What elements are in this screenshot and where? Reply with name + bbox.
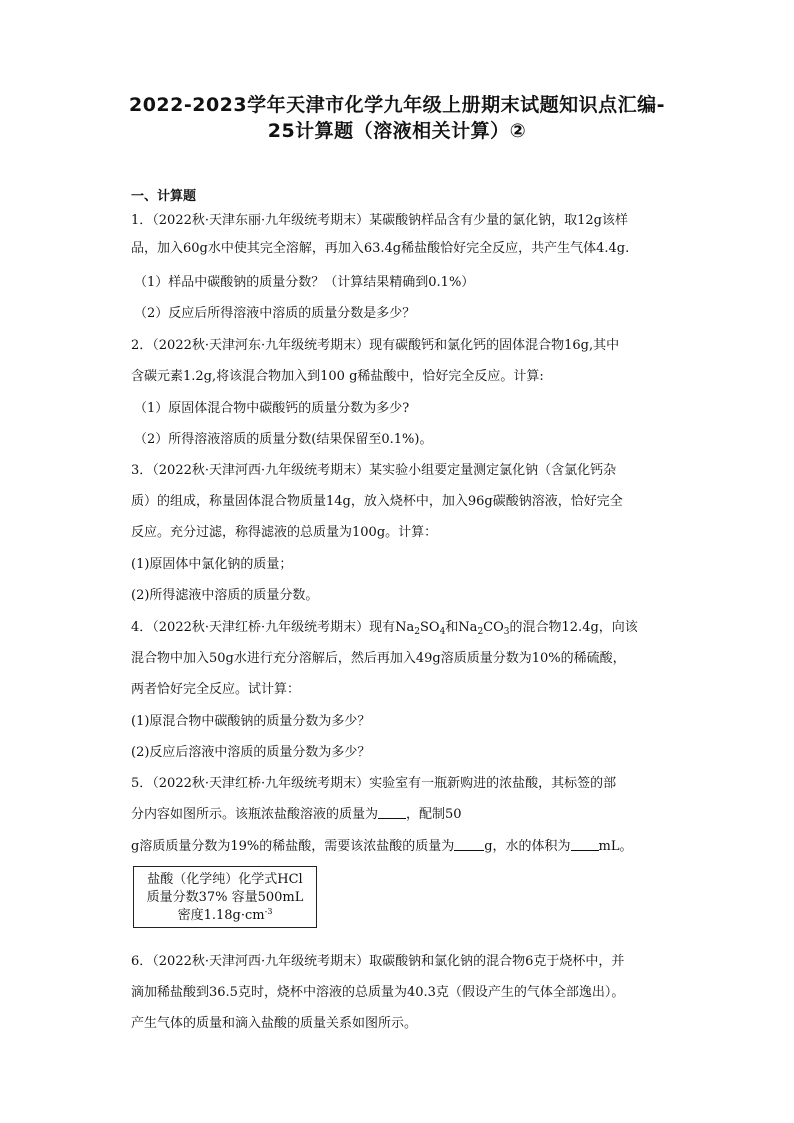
- q1-subquestion-1: （1）样品中碳酸钠的质量分数？（计算结果精确到0.1%）: [134, 275, 475, 290]
- q4-subscript-4: 3: [503, 627, 510, 637]
- q4-line-1-text-d: CO: [483, 620, 504, 635]
- q2-subquestion-1: （1）原固体混合物中碳酸钙的质量分数为多少?: [134, 401, 410, 416]
- reagent-label-row-1: 盐酸（化学纯）化学式HCl: [147, 872, 303, 887]
- q1-subquestion-2: （2）反应后所得溶液中溶质的质量分数是多少？: [134, 306, 416, 321]
- q4-line-3: 两者恰好完全反应。试计算：: [131, 682, 301, 697]
- reagent-label-row-3: [134, 907, 316, 925]
- q4-subscript-2: 4: [439, 627, 446, 637]
- reagent-label-row-2: 质量分数37% 容量500mL: [146, 890, 304, 905]
- q5-line-3-text-c: mL。: [598, 839, 633, 854]
- section-heading: 一、计算题: [131, 189, 197, 204]
- q2-line-2: 含碳元素1.2g,将该混合物加入到100 g稀盐酸中，恰好完全反应。计算:: [131, 369, 544, 384]
- q6-line-2: 滴加稀盐酸到36.5克时，烧杯中溶液的总质量为40.3克（假设产生的气体全部逸出）。: [131, 985, 625, 1000]
- q3-line-1: 3．（2022秋·天津河西·九年级统考期末）某实验小组要定量测定氯化钠（含氯化钙杂: [131, 463, 617, 478]
- q2-line-1: 2．（2022秋·天津河东·九年级统考期末）现有碳酸钙和氯化钙的固体混合物16g,其中: [131, 338, 620, 353]
- q1-line-1: 1．（2022秋·天津东丽·九年级统考期末）某碳酸钠样品含有少量的氯化钠，取12g该样: [131, 213, 628, 228]
- q5-answer-blank-3[interactable]: [571, 838, 599, 851]
- q5-line-3: [131, 838, 633, 856]
- q5-answer-blank-2[interactable]: [454, 838, 484, 851]
- q4-line-2: 混合物中加入50g水进行充分溶解后，然后再加入49g溶质质量分数为10%的稀硫酸，: [131, 651, 626, 666]
- reagent-label-density: 密度1.18g·cm: [177, 908, 265, 923]
- q3-line-3: 反应。充分过滤，称得滤液的总质量为100g。计算：: [131, 525, 438, 540]
- q5-answer-blank-1[interactable]: [378, 806, 406, 819]
- q5-line-1: 5．（2022秋·天津红桥·九年级统考期末）实验室有一瓶新购进的浓盐酸，其标签的部: [131, 776, 617, 791]
- q3-line-2: 质）的组成，称量固体混合物质量14g，放入烧杯中，加入96g碳酸钠溶液，恰好完全: [131, 494, 623, 509]
- document-title-line-2: 25计算题（溶液相关计算）②: [267, 120, 527, 142]
- q6-line-1: 6．（2022秋·天津河西·九年级统考期末）取碳酸钠和氯化钠的混合物6克于烧杯中，并: [131, 954, 625, 969]
- q5-line-2-text-b: ，配制50: [406, 807, 462, 822]
- q4-subscript-1: 2: [414, 627, 420, 637]
- q1-line-2: 品，加入60g水中使其完全溶解，再加入63.4g稀盐酸恰好完全反应，共产生气体4.4g.: [131, 241, 630, 256]
- q2-subquestion-2: （2）所得溶液溶质的质量分数(结果保留至0.1%)。: [134, 432, 433, 447]
- q4-line-1: [131, 619, 638, 637]
- q3-subquestion-2: (2)所得滤液中溶质的质量分数。: [131, 588, 319, 603]
- q4-line-1-text-e: 的混合物12.4g，向该: [509, 620, 638, 635]
- q5-line-3-text-a: g溶质质量分数为19%的稀盐酸，需要该浓盐酸的质量为: [131, 839, 455, 854]
- q4-line-1-text-b: SO: [419, 620, 440, 635]
- reagent-label-box: [133, 866, 317, 928]
- reagent-label-density-exponent: -3: [264, 907, 273, 916]
- q5-line-2-text-a: 分内容如图所示。该瓶浓盐酸溶液的质量为: [131, 807, 379, 822]
- q6-line-3: 产生气体的质量和滴入盐酸的质量关系如图所示。: [131, 1016, 418, 1031]
- q4-subscript-3: 2: [477, 627, 484, 637]
- q3-subquestion-1: (1)原固体中氯化钠的质量；: [131, 557, 293, 572]
- document-title-line-1: 2022-2023学年天津市化学九年级上册期末试题知识点汇编-: [128, 94, 666, 116]
- q5-line-2: [131, 806, 462, 824]
- q4-line-1-text-c: 和Na: [445, 620, 478, 635]
- q5-line-3-text-b: g，水的体积为: [484, 839, 571, 854]
- q4-subquestion-1: (1)原混合物中碳酸钠的质量分数为多少？: [131, 714, 371, 729]
- q4-line-1-text-a: 4．（2022秋·天津红桥·九年级统考期末）现有Na: [131, 620, 415, 635]
- q4-subquestion-2: (2)反应后溶液中溶质的质量分数为多少？: [131, 745, 371, 760]
